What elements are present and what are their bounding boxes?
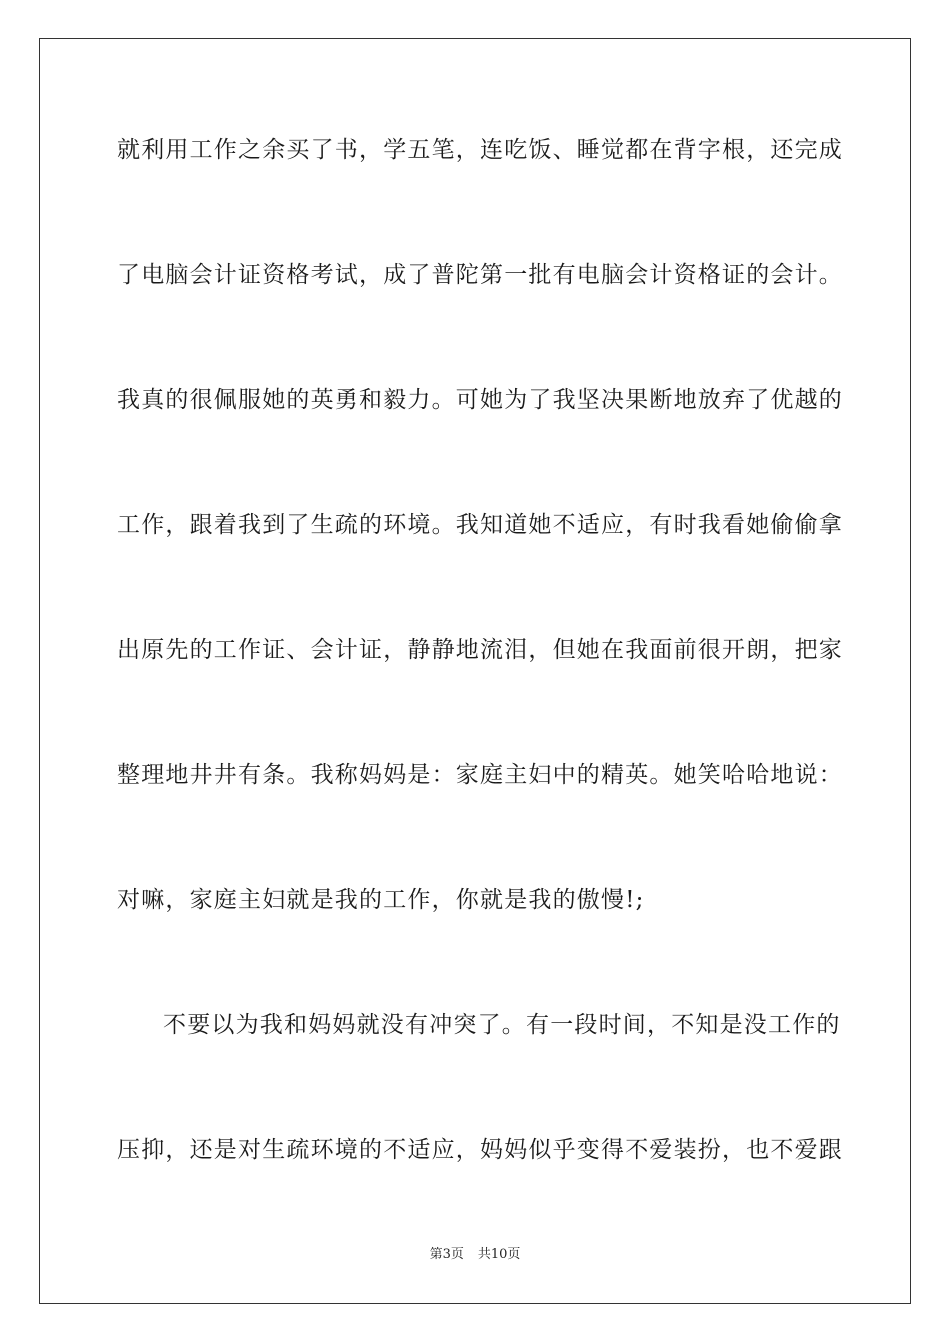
page-footer — [0, 1246, 950, 1264]
body-line-9: 压抑，还是对生疏环境的不适应，妈妈似乎变得不爱装扮，也不爱跟 — [117, 1137, 843, 1163]
body-line-6: 整理地井井有条。我称妈妈是：家庭主妇中的精英。她笑哈哈地说： — [117, 762, 843, 788]
body-line-7: 对嘛，家庭主妇就是我的工作，你就是我的傲慢!; — [117, 887, 645, 913]
page-border — [39, 38, 911, 1304]
page-number: 第3页 — [429, 1247, 464, 1262]
body-line-8-paragraph-start: 不要以为我和妈妈就没有冲突了。有一段时间，不知是没工作的 — [163, 1012, 841, 1038]
body-line-1: 就利用工作之余买了书，学五笔，连吃饭、睡觉都在背字根，还完成 — [117, 137, 843, 163]
page-total: 共10页 — [477, 1247, 521, 1262]
body-line-2: 了电脑会计证资格考试，成了普陀第一批有电脑会计资格证的会计。 — [117, 262, 843, 288]
body-line-5: 出原先的工作证、会计证，静静地流泪，但她在我面前很开朗，把家 — [117, 637, 843, 663]
body-line-3: 我真的很佩服她的英勇和毅力。可她为了我坚决果断地放弃了优越的 — [117, 387, 843, 413]
body-line-4: 工作，跟着我到了生疏的环境。我知道她不适应，有时我看她偷偷拿 — [117, 512, 843, 538]
